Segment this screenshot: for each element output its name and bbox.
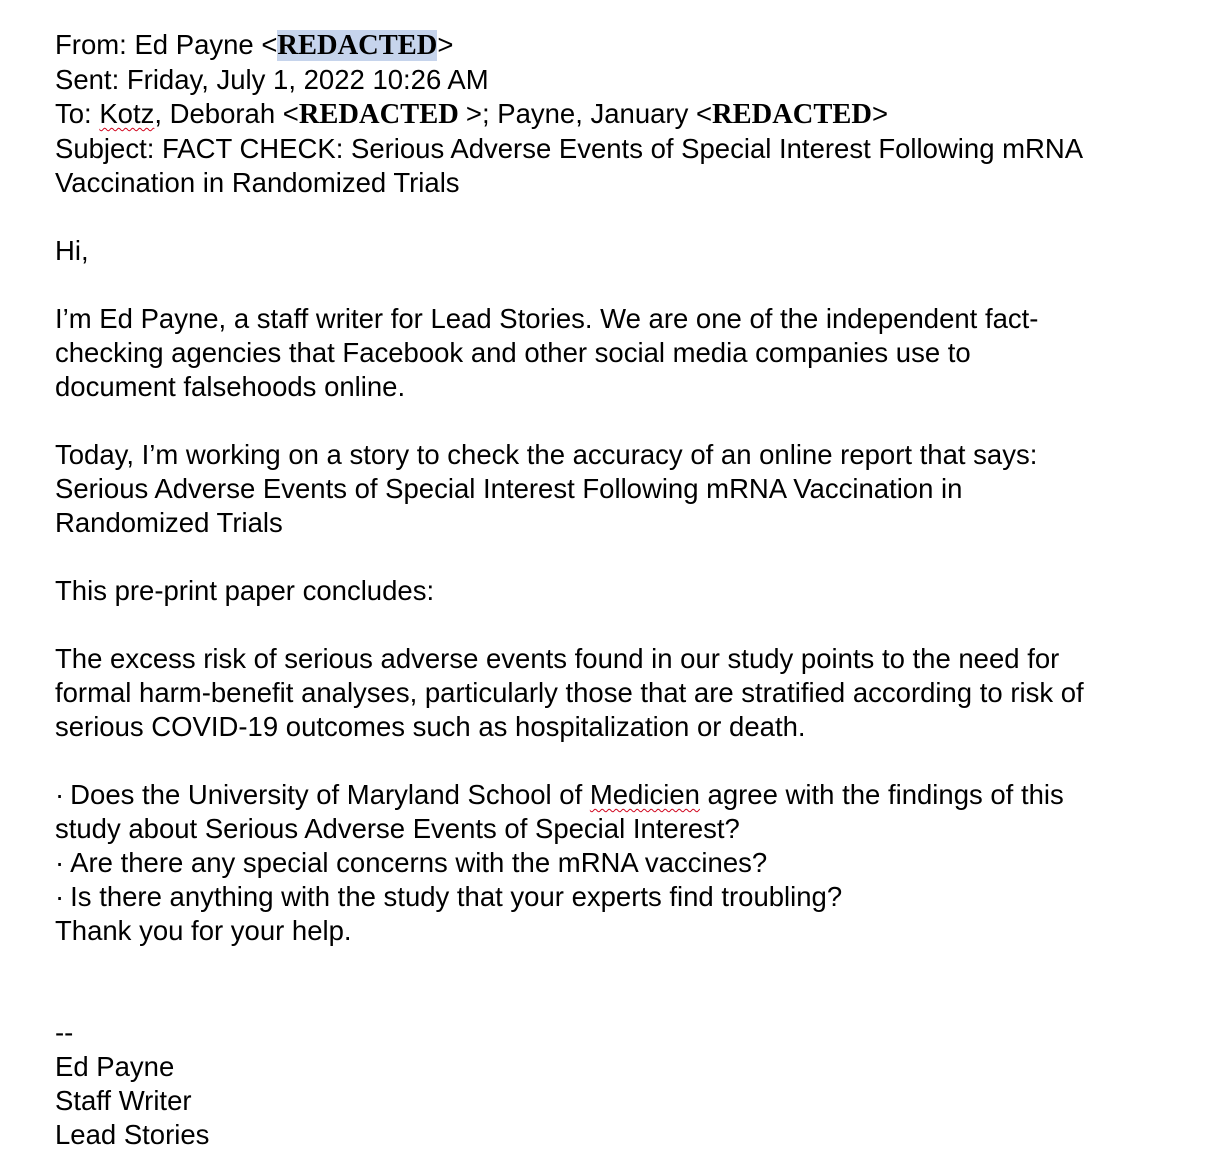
quote-line-2: formal harm-benefit analyses, particularly those that are stratified according to risk of — [55, 677, 1084, 708]
bullet-icon: · — [55, 779, 65, 810]
to-name1-last: Kotz — [99, 98, 155, 129]
to-name1-first: , Deborah — [154, 98, 276, 129]
intro-line-2: checking agencies that Facebook and other social media companies use to — [55, 337, 971, 368]
intro-line-1: I’m Ed Payne, a staff writer for Lead Stories. We are one of the independent fact- — [55, 303, 1039, 334]
spacer — [55, 268, 1205, 302]
subject-line — [55, 132, 1205, 166]
spacer — [55, 982, 1205, 1016]
signature-name: Ed Payne — [55, 1051, 175, 1082]
from-name: Ed Payne — [134, 29, 254, 60]
spacer — [55, 540, 1205, 574]
spacer — [55, 404, 1205, 438]
from-email-redacted[interactable]: REDACTED — [277, 30, 438, 61]
subject-text-1: FACT CHECK: Serious Adverse Events of Special Interest Following mRNA — [162, 133, 1084, 164]
spacer — [55, 948, 1205, 982]
quote-line-3: serious COVID-19 outcomes such as hospitalization or death. — [55, 711, 806, 742]
spacer — [55, 200, 1205, 234]
signature-title: Staff Writer — [55, 1085, 192, 1116]
question-3-text: Is there anything with the study that your experts find troubling? — [70, 881, 843, 912]
sent-line — [55, 63, 1205, 97]
signature-org: Lead Stories — [55, 1119, 210, 1150]
question-1-text-a: Does the University of Maryland School of — [70, 779, 590, 810]
misspelled-word: Medicien — [589, 779, 700, 810]
question-2 — [55, 846, 1205, 880]
intro-line-3: document falsehoods online. — [55, 371, 406, 402]
to-email1-redacted: REDACTED — [298, 99, 466, 130]
today-line-2: Serious Adverse Events of Special Interest Following mRNA Vaccination in — [55, 473, 963, 504]
today-line-3: Randomized Trials — [55, 507, 283, 538]
subject-line-2: Vaccination in Randomized Trials — [55, 167, 460, 198]
to-name2: ; Payne, January — [481, 98, 689, 129]
spacer — [55, 744, 1205, 778]
preprint-line: This pre-print paper concludes: — [55, 575, 435, 606]
to-line: To: Kotz, Deborah <REDACTED >; Payne, January <REDACTED> — [55, 98, 889, 130]
from-line: From: Ed Payne <REDACTED> — [55, 29, 454, 61]
signature-separator: -- — [55, 1017, 74, 1048]
bullet-icon: · — [55, 881, 65, 912]
sent-value: Friday, July 1, 2022 10:26 AM — [126, 64, 489, 95]
greeting: Hi, — [55, 235, 89, 266]
quote-line-1: The excess risk of serious adverse events found in our study points to the need for — [55, 643, 1060, 674]
email-document — [55, 28, 1205, 1152]
sent-label: Sent: — [55, 64, 120, 95]
subject-label: Subject: — [55, 133, 155, 164]
to-email2-redacted: REDACTED — [712, 99, 872, 130]
question-2-text: Are there any special concerns with the mRNA vaccines? — [70, 847, 768, 878]
bullet-icon: · — [55, 847, 65, 878]
question-3 — [55, 880, 1205, 914]
spacer — [55, 608, 1205, 642]
from-label: From: — [55, 29, 127, 60]
question-1-line-2: study about Serious Adverse Events of Special Interest? — [55, 813, 740, 844]
today-line-1: Today, I’m working on a story to check the accuracy of an online report that says: — [55, 439, 1038, 470]
question-1-text-b: agree with the findings of this — [699, 779, 1064, 810]
question-1 — [55, 778, 1205, 812]
to-label: To: — [55, 98, 92, 129]
thanks-line: Thank you for your help. — [55, 915, 352, 946]
